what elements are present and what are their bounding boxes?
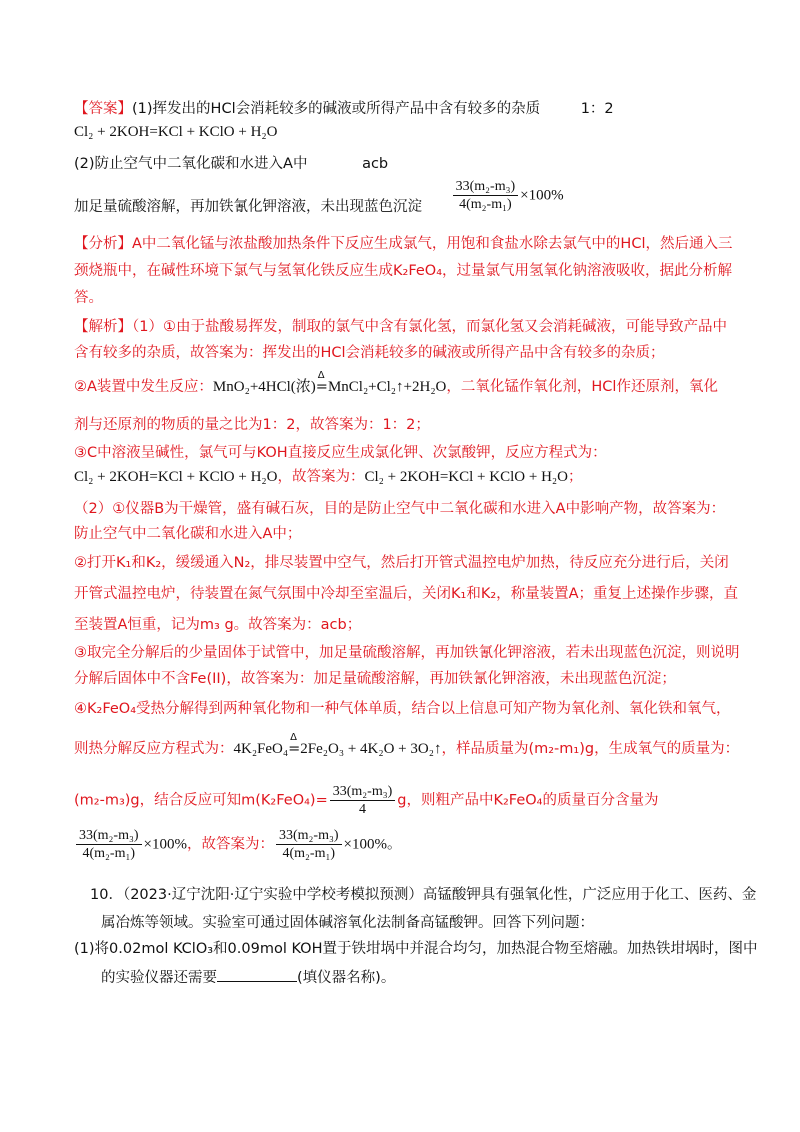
explain-line-10: 开管式温控电炉，待装置在氮气氛围中冷却至室温后，关闭K₁和K₂，称量装置A；重复上述操作步骤，直 bbox=[74, 586, 739, 602]
explain-line-6 bbox=[74, 465, 582, 486]
q10-line-3: (1)将0.02mol KClO₃和0.09mol KOH置于铁坩埚中并混合均匀，加热混合物至熔融。加热铁坩埚时，图中 bbox=[74, 941, 758, 957]
analysis-line-3: 答。 bbox=[74, 290, 103, 306]
delta-sign-2: Δ = bbox=[288, 732, 301, 757]
purity-fraction bbox=[76, 827, 142, 862]
answer-order: acb bbox=[362, 156, 389, 172]
answer-label: 【答案】 bbox=[74, 101, 132, 117]
explain-line-16 bbox=[74, 783, 658, 818]
q10-l4-b: (填仪器名称)。 bbox=[297, 970, 396, 986]
explain-line-13: 分解后固体中不含Fe(II)，故答案为：加足量硫酸溶解，再加铁氰化钾溶液，未出现蓝色沉淀； bbox=[74, 671, 676, 687]
explain-l6-end: ； bbox=[567, 469, 583, 485]
q10-line-1: 10．（2023·辽宁沈阳·辽宁实验中学校考模拟预测）高锰酸钾具有强氧化性，广泛应用于化工、医药、金 bbox=[90, 887, 757, 903]
answer-q2-text: (2)防止空气中二氧化碳和水进入A中 bbox=[74, 156, 308, 172]
explain-line-17 bbox=[74, 827, 402, 862]
explain-line-1: 【解析】（1）①由于盐酸易挥发，制取的氯气中含有氯化氢，而氯化氢又会消耗碱液，可能导致产品中 bbox=[74, 319, 727, 335]
explain-line-8: 防止空气中二氧化碳和水进入A中； bbox=[74, 526, 302, 542]
explain-line-12: ③取完全分解后的少量固体于试管中，加足量硫酸溶解，再加铁氰化钾溶液，若未出现蓝色沉淀，则说明 bbox=[74, 645, 740, 661]
q10-line-4 bbox=[101, 966, 395, 987]
explain-line-2: 含有较多的杂质，故答案为：挥发出的HCl会消耗较多的碱液或所得产品中含有较多的杂质； bbox=[74, 345, 665, 361]
equation-cl2-koh: Cl₂ + 2KOH=KCl + KClO + H₂O bbox=[74, 469, 278, 485]
explain-line-7: （2）①仪器B为干燥管，盛有碱石灰，目的是防止空气中二氧化碳和水进入A中影响产物，故答案为： bbox=[74, 501, 726, 517]
analysis-line-1: 【分析】A中二氧化锰与浓盐酸加热条件下反应生成氯气，用饱和食盐水除去氯气中的HCl，然后通入三 bbox=[74, 236, 733, 252]
answer-eq-cl2: Cl₂ + 2KOH=KCl + KClO + H₂O bbox=[74, 124, 278, 140]
answer-line-2 bbox=[74, 152, 388, 173]
answer-formula-den: 4(m₂-m₁) bbox=[459, 197, 512, 212]
equation-mno2: MnO₂+4HCl(浓) bbox=[212, 379, 316, 395]
explain-line-15 bbox=[74, 732, 740, 758]
purity-num-answer: 33(m₂-m₃) bbox=[276, 827, 342, 845]
explain-l3-a: ②A装置中发生反应： bbox=[74, 379, 213, 395]
explain-l6-mid: ，故答案为： bbox=[277, 469, 365, 485]
explain-line-11: 至装置A恒重，记为m₃ g。故答案为：acb； bbox=[74, 617, 362, 633]
answer-q3-text: 加足量硫酸溶解，再加铁氰化钾溶液，未出现蓝色沉淀 bbox=[74, 198, 422, 215]
equation-mno2-products: MnCl₂+Cl₂↑+2H₂O bbox=[327, 379, 447, 395]
purity-tail: ×100% bbox=[143, 836, 187, 853]
equation-k2feo4: 4K₂FeO₄ bbox=[233, 741, 289, 757]
answer-formula-num: 33(m₂-m₃) bbox=[453, 178, 519, 196]
k2feo4-mass-num: 33(m₂-m₃) bbox=[330, 783, 396, 801]
explain-line-5: ③C中溶液呈碱性，氯气可与KOH直接反应生成氯化钾、次氯酸钾，反应方程式为： bbox=[74, 445, 607, 461]
q10-line-2: 属冶炼等领域。实验室可通过固体碱溶氧化法制备高锰酸钾。回答下列问题： bbox=[101, 915, 594, 931]
answer-line-1 bbox=[74, 97, 614, 118]
q10-l4-a: 的实验仪器还需要 bbox=[101, 970, 217, 986]
explain-line-4: 剂与还原剂的物质的量之比为1：2，故答案为：1：2； bbox=[74, 417, 430, 433]
explain-line-14: ④K₂FeO₄受热分解得到两种氧化物和一种气体单质，结合以上信息可知产物为氧化剂、氧化铁和氧气， bbox=[74, 701, 731, 717]
explain-line-9: ②打开K₁和K₂，缓缓通入N₂，排尽装置中空气，然后打开管式温控电炉加热，待反应充分进行后，关闭 bbox=[74, 555, 729, 571]
purity-den-answer: 4(m₂-m₁) bbox=[282, 846, 336, 861]
answer-blank[interactable] bbox=[217, 967, 297, 982]
explain-l3-b: ，二氧化锰作氧化剂，HCl作还原剂，氧化 bbox=[446, 379, 718, 395]
answer-line-3 bbox=[74, 178, 564, 213]
delta-sign: Δ = bbox=[315, 370, 328, 395]
explain-l16-b: g，则粗产品中K₂FeO₄的质量百分含量为 bbox=[397, 792, 659, 809]
equation-k2feo4-products: 2Fe₂O₃ + 4K₂O + 3O₂↑ bbox=[300, 741, 442, 757]
explain-line-3 bbox=[74, 370, 718, 396]
purity-fraction-answer bbox=[276, 827, 342, 862]
k2feo4-mass-den: 4 bbox=[359, 802, 366, 817]
answer-formula-tail: ×100% bbox=[520, 187, 564, 204]
answer-q1-text: (1)挥发出的HCl会消耗较多的碱液或所得产品中含有较多的杂质 bbox=[132, 101, 541, 117]
explain-l17-end: 。 bbox=[387, 836, 402, 853]
answer-formula bbox=[453, 178, 519, 213]
purity-den: 4(m₂-m₁) bbox=[82, 846, 136, 861]
explain-l17-mid: ，故答案为： bbox=[187, 836, 274, 853]
k2feo4-mass-fraction bbox=[330, 783, 396, 818]
answer-ratio: 1：2 bbox=[580, 101, 614, 117]
analysis-line-2: 颈烧瓶中，在碱性环境下氯气与氢氧化铁反应生成K₂FeO₄，过量氯气用氢氧化钠溶液吸收，据此分析解 bbox=[74, 263, 733, 279]
purity-num: 33(m₂-m₃) bbox=[76, 827, 142, 845]
equation-cl2-koh-answer: Cl₂ + 2KOH=KCl + KClO + H₂O bbox=[364, 469, 568, 485]
explain-l16-a: (m₂-m₃)g，结合反应可知m(K₂FeO₄)= bbox=[74, 792, 328, 809]
purity-tail-answer: ×100% bbox=[343, 836, 387, 853]
explain-l15-a: 则热分解反应方程式为： bbox=[74, 741, 234, 757]
explain-l15-b: ，样品质量为(m₂-m₁)g，生成氧气的质量为： bbox=[441, 741, 740, 757]
